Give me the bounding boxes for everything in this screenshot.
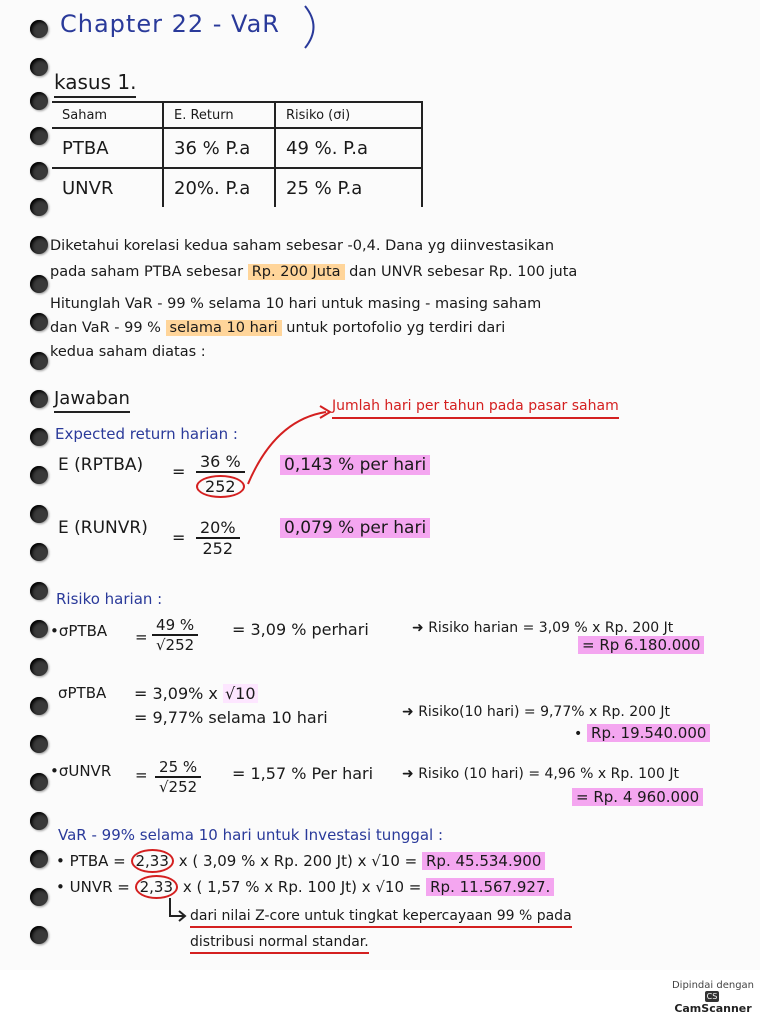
table-cell: PTBA [52, 128, 163, 168]
sigma-ptba-result: = 3,09 % perhari [232, 620, 369, 639]
zcore-note-line-1: dari nilai Z-core untuk tingkat kepercayaan 99 % pada [190, 908, 572, 928]
fraction [196, 452, 245, 498]
table-cell: 49 %. P.a [275, 128, 422, 168]
hole-icon [30, 127, 48, 145]
problem-line-3: Hitunglah VaR - 99 % selama 10 hari untuk masing - masing saham [50, 296, 542, 312]
var-unvr-formula: x ( 1,57 % x Rp. 100 Jt) x √10 = [182, 878, 422, 896]
sigma-ptba10-line2: = 9,77% selama 10 hari [134, 708, 328, 727]
table-header: Saham [52, 102, 163, 128]
z-value-circled: 2,33 [131, 849, 174, 873]
equals: = [172, 462, 186, 481]
problem-text: pada saham PTBA sebesar [50, 264, 244, 280]
var-ptba-formula: x ( 3,09 % x Rp. 200 Jt) x √10 = [178, 852, 418, 870]
sigma-unvr-result: = 1,57 % Per hari [232, 764, 374, 783]
problem-line-2 [50, 264, 577, 280]
table-cell: 36 % P.a [163, 128, 275, 168]
problem-line-4 [50, 320, 505, 336]
sigma-ptba-risk [412, 620, 673, 636]
arrow-icon: ➜ [412, 620, 424, 636]
numerator: 36 % [196, 452, 245, 473]
table-row [52, 168, 422, 207]
hole-icon [30, 390, 48, 408]
problem-text: dan UNVR sebesar Rp. 100 juta [349, 264, 578, 280]
equals: = [135, 628, 148, 646]
result-highlight: 0,143 % per hari [280, 455, 430, 475]
numerator: 25 % [155, 758, 201, 778]
equals: = [135, 766, 148, 784]
hole-icon [30, 543, 48, 561]
risk-text: Risiko harian = 3,09 % x Rp. 200 Jt [428, 620, 674, 636]
hole-icon [30, 275, 48, 293]
result-highlight: 0,079 % per hari [280, 518, 430, 538]
sigma-ptba-value [578, 636, 704, 654]
scanner-text: Dipindai dengan [671, 980, 755, 991]
hole-icon [30, 658, 48, 676]
hole-icon [30, 505, 48, 523]
risk-text: Risiko (10 hari) = 4,96 % x Rp. 100 Jt [418, 766, 679, 782]
value-highlight: Rp. 19.540.000 [587, 724, 710, 742]
arrow-icon: ➜ [402, 766, 414, 782]
var-ptba-row [56, 852, 545, 870]
bullet: • [574, 726, 583, 742]
jawaban-label: Jawaban [54, 388, 130, 413]
title-bracket-icon [300, 2, 330, 52]
hole-icon [30, 162, 48, 180]
problem-text: dan VaR - 99 % [50, 320, 161, 336]
sqrt-highlight: √10 [224, 684, 256, 703]
var-heading: VaR - 99% selama 10 hari untuk Investasi tunggal : [58, 826, 444, 844]
table-cell: 20%. P.a [163, 168, 275, 207]
hole-icon [30, 236, 48, 254]
hole-icon [30, 773, 48, 791]
page-title: Chapter 22 - VaR [60, 10, 280, 38]
problem-text: untuk portofolio yg terdiri dari [286, 320, 506, 336]
value-highlight: = Rp. 4 960.000 [572, 788, 703, 806]
sigma-ptba10-line1 [134, 684, 258, 703]
hole-icon [30, 926, 48, 944]
sigma-ptba10-value [574, 724, 710, 742]
hole-icon [30, 735, 48, 753]
arrow-icon [240, 400, 340, 490]
hole-icon [30, 198, 48, 216]
e-unvr-result [280, 518, 430, 538]
e-ptba-label: E (RPTBA) [58, 455, 144, 475]
denominator: 252 [202, 539, 234, 558]
e-unvr-label: E (RUNVR) [58, 518, 148, 538]
problem-line-1: Diketahui korelasi kedua saham sebesar -0,4. Dana yg diinvestasikan [50, 238, 555, 254]
table-cell: UNVR [52, 168, 163, 207]
sigma-ptba10-risk [402, 704, 670, 720]
denominator: √252 [156, 636, 195, 654]
stock-table [52, 101, 423, 207]
numerator: 49 % [152, 616, 198, 636]
hole-icon [30, 582, 48, 600]
hole-icon [30, 58, 48, 76]
expected-heading: Expected return harian : [55, 425, 238, 443]
sigma-ptba10-label: σPTBA [58, 684, 107, 702]
table-cell: 25 % P.a [275, 168, 422, 207]
numerator: 20% [196, 518, 240, 539]
var-ptba-label: • PTBA = [56, 852, 126, 870]
table-header: E. Return [163, 102, 275, 128]
arrow-icon [166, 896, 190, 924]
sigma-unvr-label: •σUNVR [50, 762, 112, 780]
hole-icon [30, 466, 48, 484]
var-unvr-label: • UNVR = [56, 878, 130, 896]
denominator-circled: 252 [196, 475, 245, 498]
fraction [155, 758, 201, 796]
fraction [152, 616, 198, 654]
hole-icon [30, 92, 48, 110]
hole-icon [30, 888, 48, 906]
value-highlight: = Rp 6.180.000 [578, 636, 704, 654]
scanner-logo [668, 991, 758, 1015]
hole-icon [30, 697, 48, 715]
denominator: √252 [159, 778, 198, 796]
fraction [196, 518, 240, 558]
hole-icon [30, 620, 48, 638]
hole-icon [30, 850, 48, 868]
var-unvr-row [56, 878, 554, 896]
highlight-period: selama 10 hari [166, 320, 282, 336]
kasus-label: kasus 1. [54, 70, 136, 98]
hole-icon [30, 352, 48, 370]
z-value-circled: 2,33 [135, 875, 178, 899]
note-days-per-year: Jumlah hari per tahun pada pasar saham [332, 398, 619, 419]
table-header-row [52, 102, 422, 128]
arrow-icon: ➜ [402, 704, 414, 720]
hole-icon [30, 428, 48, 446]
var-unvr-value: Rp. 11.567.927. [426, 878, 554, 896]
sigma-unvr-risk [402, 766, 679, 782]
camscanner-icon: CS [706, 992, 718, 1001]
hole-icon [30, 20, 48, 38]
e-ptba-result [280, 455, 430, 475]
scanner-stamp [668, 980, 758, 1015]
sigma-ptba-label: •σPTBA [50, 622, 108, 640]
problem-line-5: kedua saham diatas : [50, 344, 206, 360]
hole-icon [30, 313, 48, 331]
scanner-brand: CamScanner [674, 1002, 752, 1015]
var-ptba-value: Rp. 45.534.900 [422, 852, 545, 870]
table-row [52, 128, 422, 168]
hole-icon [30, 812, 48, 830]
sigma-unvr-value [572, 788, 703, 806]
highlight-ptba-amount: Rp. 200 Juta [248, 264, 345, 280]
zcore-note-line-2: distribusi normal standar. [190, 934, 369, 954]
formula-text: = 3,09% x [134, 684, 218, 703]
risiko-heading: Risiko harian : [56, 590, 163, 608]
table-header: Risiko (σi) [275, 102, 422, 128]
risk-text: Risiko(10 hari) = 9,77% x Rp. 200 Jt [418, 704, 671, 720]
equals: = [172, 528, 186, 547]
